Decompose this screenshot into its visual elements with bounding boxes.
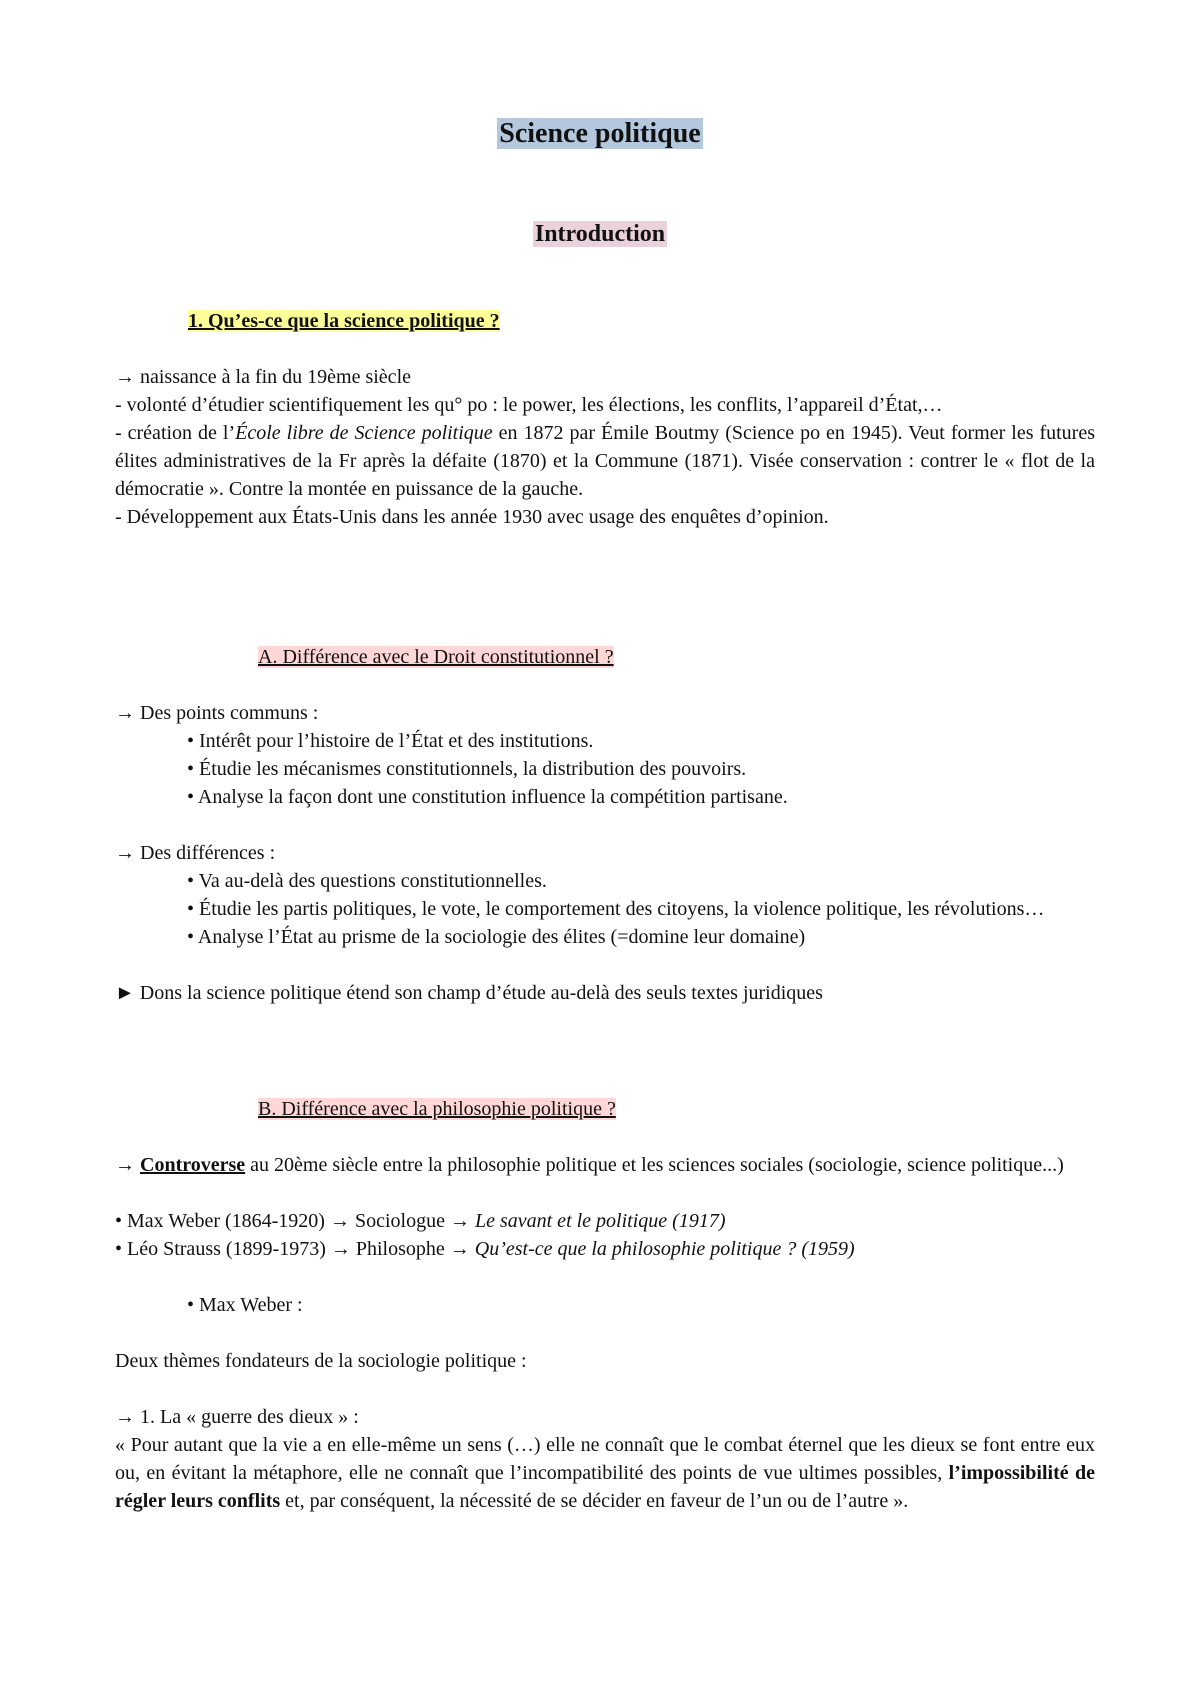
spacer	[115, 1263, 1095, 1291]
spacer	[115, 1319, 1095, 1347]
list-item: • Étudie les partis politiques, le vote, le comportement des citoyens, la violence politique, les révolutions…	[187, 898, 1045, 920]
quote-paragraph: « Pour autant que la vie a en elle-même un sens (…) elle ne connaît que le combat éternel que les dieux se font entre eux ou, en évitant la métaphore, elle ne connaît que l’incompatibilité des points de vue ultimes possibles, l’impossibilité de régler leurs conflits et, par conséquent, la nécessité de se décider en faveur de l’un ou de l’autre ».	[115, 1434, 1096, 1512]
spacer	[115, 1375, 1095, 1403]
section-b-body	[115, 1151, 1095, 1515]
guerre-line: → 1. La « guerre des dieux » :	[115, 1406, 359, 1428]
conclusion: ► Dons la science politique étend son champ d’étude au-delà des seuls textes juridiques	[115, 982, 823, 1004]
paragraph: → naissance à la fin du 19ème siècle	[115, 366, 411, 388]
spacer	[115, 1179, 1095, 1207]
spacer	[115, 811, 1095, 839]
document-title: Science politique	[499, 118, 701, 149]
section-1-body	[115, 363, 1095, 531]
paragraph: - volonté d’étudier scientifiquement les qu° po : le power, les élections, les conflits, l’appareil d’État,…	[115, 394, 943, 416]
themes-line: Deux thèmes fondateurs de la sociologie politique :	[115, 1350, 527, 1372]
common-label: → Des points communs :	[115, 702, 319, 724]
section-1-heading: 1. Qu’es-ce que la science politique ?	[188, 310, 500, 332]
spacer	[115, 951, 1095, 979]
paragraph: - création de l’École libre de Science politique en 1872 par Émile Boutmy (Science po en 1945). Veut former les futures élites administratives de la Fr après la défaite (1870) et la Commune (1871). Visée conservation : contrer le « flot de la démocratie ». Contre la montée en puissance de la gauche.	[115, 422, 1095, 500]
diff-label: → Des différences :	[115, 842, 276, 864]
list-item: • Analyse la façon dont une constitution influence la compétition partisane.	[187, 786, 788, 808]
list-item: • Étudie les mécanismes constitutionnels, la distribution des pouvoirs.	[187, 758, 747, 780]
section-a-body	[115, 699, 1095, 1007]
intro-heading: Introduction	[534, 221, 666, 247]
weber-subheading: • Max Weber :	[187, 1294, 303, 1316]
weber-line: • Max Weber (1864-1920) → Sociologue → Le savant et le politique (1917)	[115, 1210, 726, 1232]
list-item: • Intérêt pour l’histoire de l’État et des institutions.	[187, 730, 594, 752]
controverse-paragraph: → Controverse au 20ème siècle entre la philosophie politique et les sciences sociales (sociologie, science politique...)	[115, 1154, 1064, 1176]
list-item: • Analyse l’État au prisme de la sociologie des élites (=domine leur domaine)	[187, 926, 806, 948]
section-a-heading: A. Différence avec le Droit constitutionnel ?	[258, 646, 614, 668]
paragraph: - Développement aux États-Unis dans les année 1930 avec usage des enquêtes d’opinion.	[115, 506, 829, 528]
section-b-heading: B. Différence avec la philosophie politique ?	[258, 1098, 616, 1120]
list-item: • Va au-delà des questions constitutionnelles.	[187, 870, 547, 892]
strauss-line: • Léo Strauss (1899-1973) → Philosophe → Qu’est-ce que la philosophie politique ? (1959)	[115, 1238, 855, 1260]
